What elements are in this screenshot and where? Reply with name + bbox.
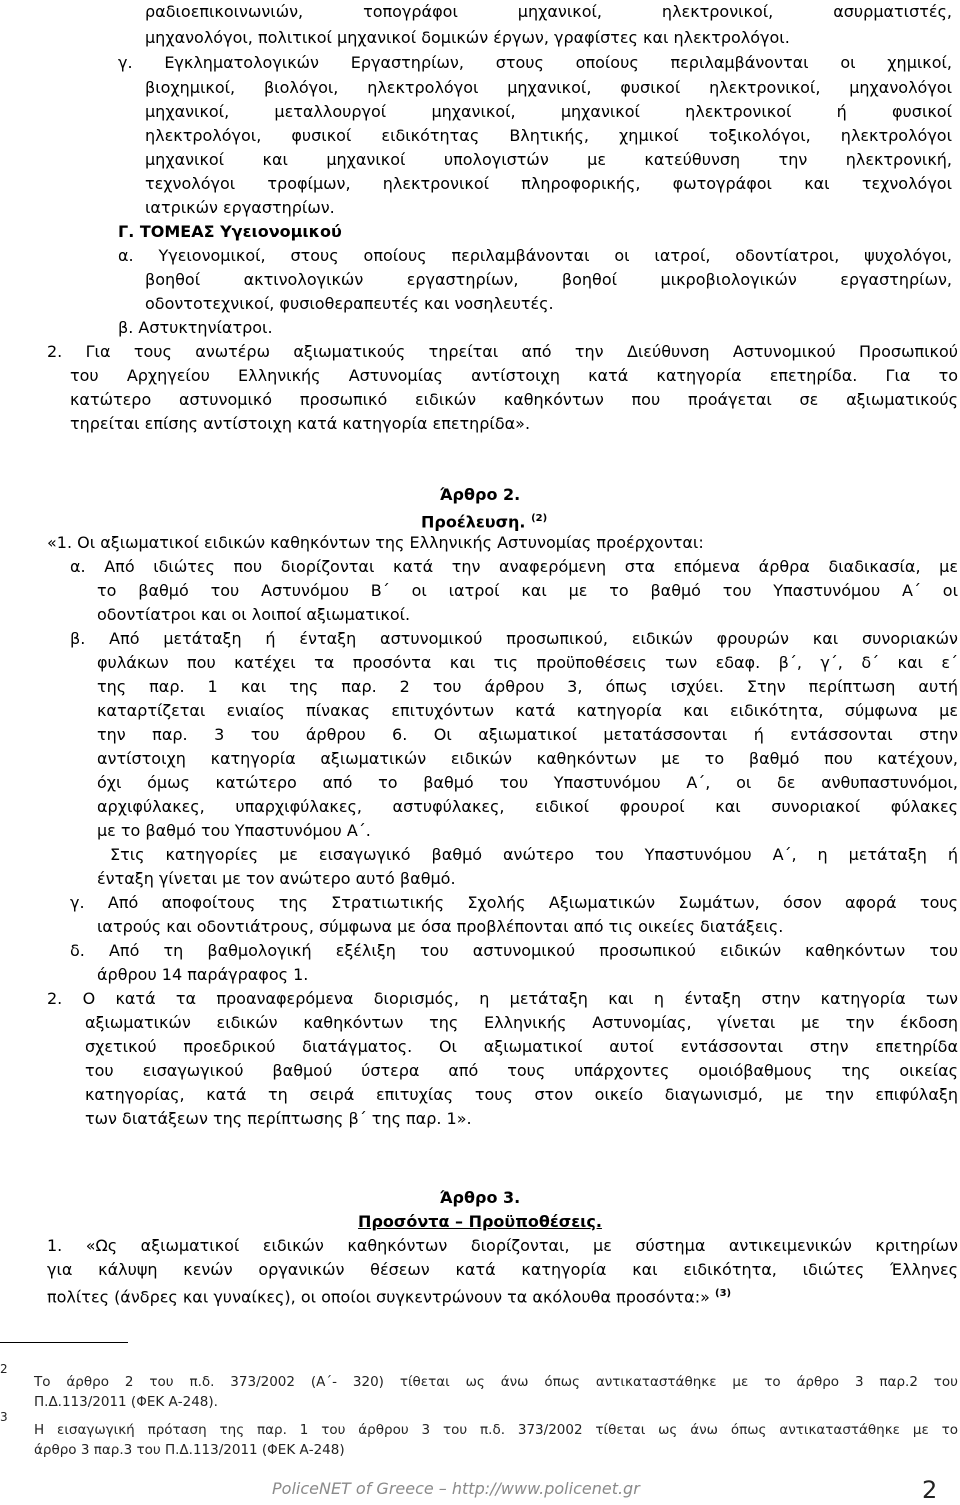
footnote-separator	[0, 1342, 128, 1343]
text-line: των διατάξεων της περίπτωσης β΄ της παρ. 1».	[85, 1109, 472, 1128]
text-line	[47, 1283, 731, 1308]
text-line: την παρ. 3 του άρθρου 6. Οι αξιωματικοί μετατάσσονται ή εντάσσονται στην	[97, 725, 958, 744]
text-line: τεχνολόγοι τροφίμων, ηλεκτρονικοί πληροφορικής, φωτογράφοι και τεχνολόγοι	[145, 174, 952, 193]
text-line: α. Από ιδιώτες που διορίζονται κατά την αναφερόμενη στα επόμενα άρθρα διαδικασία, με	[70, 557, 958, 576]
text-line: το βαθμό του Αστυνόμου Β΄ οι ιατροί και με το βαθμό του Υπαστυνόμου Α΄ οι	[97, 581, 958, 600]
text-line: του εισαγωγικού βαθμού ύστερα από τους υπάρχοντες ομοιόβαθμους της οικείας	[85, 1061, 958, 1080]
text-line: σχετικού προεδρικού διατάγματος. Οι αξιωματικοί αυτοί εντάσσονται στην επετηρίδα	[85, 1037, 958, 1056]
section-heading: Γ. ΤΟΜΕΑΣ Υγειονομικού	[118, 222, 342, 241]
text-line: μηχανολόγοι, πολιτικοί μηχανικοί δομικών έργων, γραφίστες και ηλεκτρολόγοι.	[145, 28, 790, 47]
text-line: οδοντίατροι και οι λοιποί αξιωματικοί.	[97, 605, 411, 624]
footnote-number: 2	[0, 1362, 8, 1376]
text-line: βιοχημικοί, βιολόγοι, ηλεκτρολόγοι μηχανικοί, φυσικοί ηλεκτρονικοί, μηχανολόγοι	[145, 78, 952, 97]
text-line: αξιωματικών ειδικών καθηκόντων της Ελληνικής Αστυνομίας, γίνεται με την έκδοση	[85, 1013, 958, 1032]
footnote-text: Π.Δ.113/2011 (ΦΕΚ Α-248).	[34, 1394, 218, 1410]
text-line: μηχανικοί και μηχανικοί υπολογιστών με κατεύθυνση την ηλεκτρονική,	[145, 150, 952, 169]
text-line: βοηθοί ακτινολογικών εργαστηρίων, βοηθοί μικροβιολογικών εργαστηρίων,	[145, 270, 952, 289]
text-line: γ. Εγκληματολογικών Εργαστηρίων, στους οποίους περιλαμβάνονται οι χημικοί,	[118, 53, 952, 72]
article-title: Άρθρο 2.	[439, 485, 521, 504]
article-subtitle: Προσόντα – Προϋποθέσεις.	[358, 1212, 602, 1231]
page-number: 2	[922, 1476, 938, 1504]
text-line: 2. Ο κατά τα προαναφερόμενα διορισμός, η μετάταξη και η ένταξη στην κατηγορία των	[47, 989, 958, 1008]
text-line: Στις κατηγορίες με εισαγωγικό βαθμό ανώτερο του Υπαστυνόμου Α΄, η μετάταξη ή	[110, 845, 958, 864]
footnote-text: άρθρο 3 παρ.3 του Π.Δ.113/2011 (ΦΕΚ Α-248)	[34, 1442, 345, 1458]
text-line: ηλεκτρολόγοι, φυσικοί ειδικότητας Βλητικής, χημικοί τοξικολόγοι, ηλεκτρολόγοι	[145, 126, 952, 145]
text-line: αντίστοιχη κατηγορία αξιωματικών ειδικών καθηκόντων με το βαθμό που κατέχουν,	[97, 749, 958, 768]
text-line: όχι όμως κατώτερο από το βαθμό του Υπαστυνόμου Α΄, οι δε ανθυπαστυνόμοι,	[97, 773, 958, 792]
text-line: «1. Οι αξιωματικοί ειδικών καθηκόντων της Ελληνικής Αστυνομίας προέρχονται:	[47, 533, 704, 552]
text-line: ένταξη γίνεται με τον ανώτερο αυτό βαθμό.	[97, 869, 456, 888]
text-line: μηχανικοί, μεταλλουργοί μηχανικοί, μηχανικοί ηλεκτρονικοί ή φυσικοί	[145, 102, 952, 121]
text-line: ραδιοεπικοινωνιών, τοπογράφοι μηχανικοί, ηλεκτρονικοί, ασυρματιστές,	[145, 2, 952, 21]
text-line: κατηγορίας, κατά τη σειρά επιτυχίας τους στον οικείο διαγωνισμό, με την επιφύλαξη	[85, 1085, 958, 1104]
text-line: ιατρούς και οδοντιάτρους, σύμφωνα με όσα προβλέπονται από τις οικείες διατάξεις.	[97, 917, 784, 936]
text-line: 1. «Ως αξιωματικοί ειδικών καθηκόντων διορίζονται, με σύστημα αντικειμενικών κριτηρίων	[47, 1236, 958, 1255]
text-line: της παρ. 1 και της παρ. 2 του άρθρου 3, όπως ισχύει. Στην περίπτωση αυτή	[97, 677, 958, 696]
footnote-text: Το άρθρο 2 του π.δ. 373/2002 (Α΄- 320) τίθεται ως άνω όπως αντικαταστάθηκε με το άρθρο 3 παρ.2 του	[34, 1374, 958, 1390]
text-line: τηρείται επίσης αντίστοιχη κατά κατηγορία επετηρίδα».	[70, 414, 531, 433]
article-title: Άρθρο 3.	[439, 1188, 521, 1207]
text-line: αρχιφύλακες, υπαρχιφύλακες, αστυφύλακες, ειδικοί φρουροί και συνοριακοί φύλακες	[97, 797, 958, 816]
text-line: κατώτερο αστυνομικό προσωπικό ειδικών καθηκόντων που προάγεται σε αξιωματικούς	[70, 390, 958, 409]
footnote-ref: (3)	[715, 1288, 732, 1299]
text-line: με το βαθμό του Υπαστυνόμου Α΄.	[97, 821, 371, 840]
text-line: β. Αστυκτηνίατροι.	[118, 318, 273, 337]
text-line: για κάλυψη κενών οργανικών θέσεων κατά κατηγορία και ειδικότητα, ιδιώτες Έλληνες	[47, 1260, 958, 1279]
text-line: 2. Για τους ανωτέρω αξιωματικούς τηρείται από την Διεύθυνση Αστυνομικού Προσωπικού	[47, 342, 958, 361]
text-line: οδοντοτεχνικοί, φυσιοθεραπευτές και νοσηλευτές.	[145, 294, 554, 313]
text-line-content: πολίτες (άνδρες και γυναίκες), οι οποίοι συγκεντρώνουν τα ακόλουθα προσόντα:»	[47, 1287, 710, 1307]
footnote-ref: (2)	[531, 513, 548, 524]
article-subtitle-text: Προέλευση.	[421, 512, 526, 532]
text-line: φυλάκων που κατέχει τα προσόντα και τις προϋποθέσεις των εδαφ. β΄, γ΄, δ΄ και ε΄	[97, 653, 958, 672]
article-subtitle	[421, 508, 547, 533]
text-line: γ. Από αποφοίτους της Στρατιωτικής Σχολής Αξιωματικών Σωμάτων, όσον αφορά τους	[70, 893, 958, 912]
text-line: α. Υγειονομικοί, στους οποίους περιλαμβάνονται οι ιατροί, οδοντίατροι, ψυχολόγοι,	[118, 246, 952, 265]
footnote-number: 3	[0, 1410, 8, 1424]
footer-site-link[interactable]: PoliceNET of Greece – http://www.policenet.gr	[272, 1479, 640, 1498]
text-line: ιατρικών εργαστηρίων.	[145, 198, 335, 217]
text-line: άρθρου 14 παράγραφος 1.	[97, 965, 309, 984]
text-line: δ. Από τη βαθμολογική εξέλιξη του αστυνομικού προσωπικού ειδικών καθηκόντων του	[70, 941, 958, 960]
text-line: καταρτίζεται ενιαίος πίνακας επιτυχόντων κατά κατηγορία και ειδικότητα, σύμφωνα με	[97, 701, 958, 720]
text-line: του Αρχηγείου Ελληνικής Αστυνομίας αντίστοιχη κατά κατηγορία επετηρίδα. Για το	[70, 366, 958, 385]
footnote-text: Η εισαγωγική πρόταση της παρ. 1 του άρθρου 3 του π.δ. 373/2002 τίθεται ως άνω όπως αντικαταστάθηκε με το	[34, 1422, 958, 1438]
text-line: β. Από μετάταξη ή ένταξη αστυνομικού προσωπικού, ειδικών φρουρών και συνοριακών	[70, 629, 958, 648]
